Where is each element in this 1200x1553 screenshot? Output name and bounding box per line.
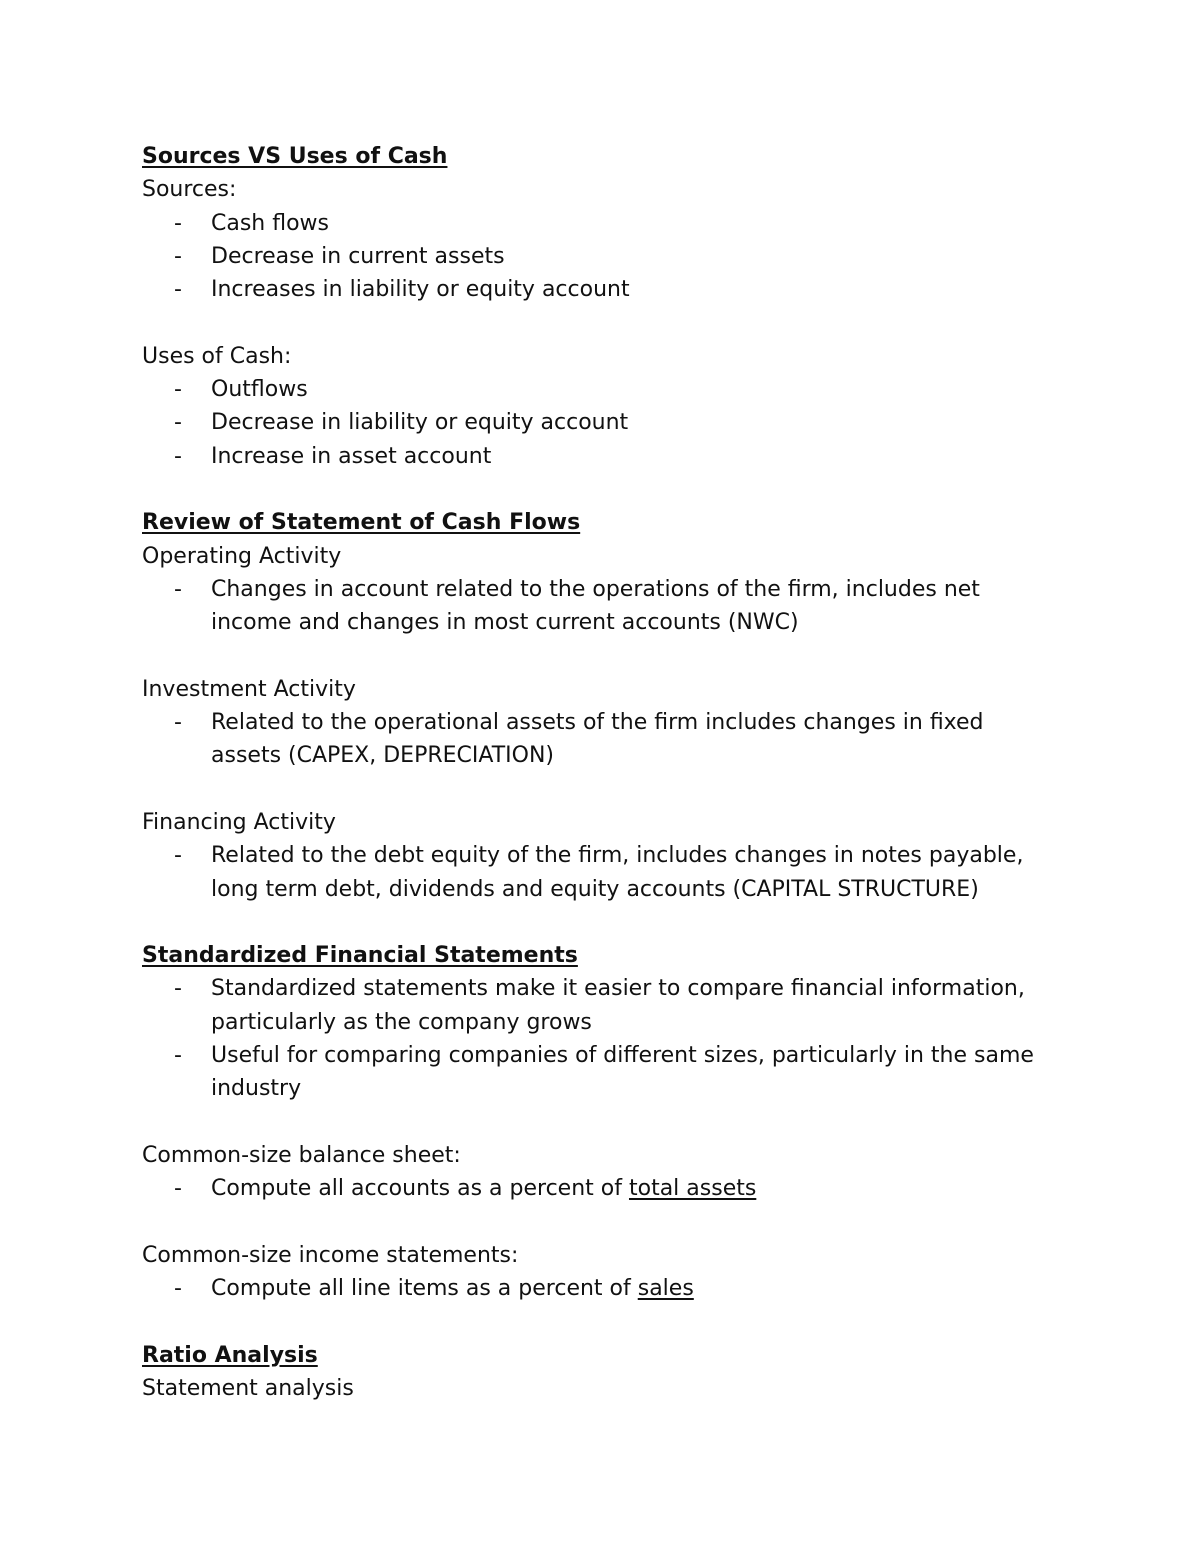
list-item-text-continued: industry (211, 1076, 302, 1102)
bullet-dash: - (174, 1276, 182, 1302)
list-item-text-continued: assets (CAPEX, DEPRECIATION) (211, 743, 555, 769)
spacer (142, 1206, 1062, 1239)
list-item (142, 406, 1062, 439)
bullet-dash: - (174, 1043, 182, 1069)
list-item-text: Increase in asset account (211, 443, 492, 469)
list-item-text: Changes in account related to the operations of the firm, includes net (211, 576, 980, 602)
statement-analysis-label: Statement analysis (142, 1375, 354, 1401)
list-item-text: Compute all accounts as a percent of (211, 1176, 629, 1202)
bullet-dash: - (174, 710, 182, 736)
heading-ratio-analysis: Ratio Analysis (142, 1342, 318, 1368)
list-item-text: Compute all line items as a percent of (211, 1276, 638, 1302)
list-item-text: Decrease in current assets (211, 243, 505, 269)
list-item (142, 1272, 1062, 1305)
list-item-text: Outflows (211, 377, 308, 403)
underlined-term-total-assets: total assets (628, 1176, 757, 1202)
common-size-income-label: Common-size income statements: (142, 1242, 519, 1268)
bullet-dash: - (174, 976, 182, 1002)
list-item (142, 839, 1062, 906)
list-item-text-continued: income and changes in most current accounts (NWC) (211, 610, 799, 636)
list-item-text: Useful for comparing companies of different sizes, particularly in the same (211, 1043, 1034, 1069)
list-item (142, 1039, 1062, 1106)
bullet-dash: - (174, 1176, 182, 1202)
list-item (142, 207, 1062, 240)
list-item-text: Increases in liability or equity account (211, 277, 630, 303)
spacer (142, 906, 1062, 939)
heading-sources-vs-uses: Sources VS Uses of Cash (142, 144, 448, 169)
list-item-text-continued: long term debt, dividends and equity accounts (CAPITAL STRUCTURE) (211, 876, 979, 902)
list-item (142, 706, 1062, 773)
list-item (142, 273, 1062, 306)
bullet-dash: - (174, 443, 182, 469)
list-item (142, 240, 1062, 273)
list-item (142, 440, 1062, 473)
list-item-text: Related to the operational assets of the firm includes changes in fixed (211, 710, 984, 736)
common-size-balance-label: Common-size balance sheet: (142, 1142, 461, 1168)
list-item (142, 573, 1062, 640)
underlined-term-sales: sales (637, 1276, 694, 1302)
uses-label: Uses of Cash: (142, 343, 292, 369)
bullet-dash: - (174, 576, 182, 602)
list-item-text: Related to the debt equity of the firm, includes changes in notes payable, (211, 843, 1024, 869)
spacer (142, 306, 1062, 339)
list-item-text: Standardized statements make it easier to compare financial information, (211, 976, 1025, 1002)
sources-label: Sources: (142, 177, 237, 203)
list-item (142, 972, 1062, 1039)
bullet-dash: - (174, 377, 182, 403)
operating-activity-label: Operating Activity (142, 543, 342, 569)
list-item (142, 373, 1062, 406)
list-item-text-continued: particularly as the company grows (211, 1009, 592, 1035)
financing-activity-label: Financing Activity (142, 809, 336, 835)
spacer (142, 639, 1062, 672)
bullet-dash: - (174, 210, 182, 236)
heading-review-cash-flows: Review of Statement of Cash Flows (142, 510, 581, 536)
bullet-dash: - (174, 277, 182, 303)
list-item-text: Cash flows (211, 210, 330, 236)
bullet-dash: - (174, 410, 182, 436)
investment-activity-label: Investment Activity (142, 676, 356, 702)
spacer (142, 1106, 1062, 1139)
bullet-dash: - (174, 243, 182, 269)
list-item (142, 1172, 1062, 1205)
spacer (142, 1305, 1062, 1338)
bullet-dash: - (174, 843, 182, 869)
heading-standardized-statements: Standardized Financial Statements (142, 943, 578, 969)
document-body (142, 140, 1062, 1405)
spacer (142, 773, 1062, 806)
list-item-text: Decrease in liability or equity account (211, 410, 629, 436)
spacer (142, 473, 1062, 506)
